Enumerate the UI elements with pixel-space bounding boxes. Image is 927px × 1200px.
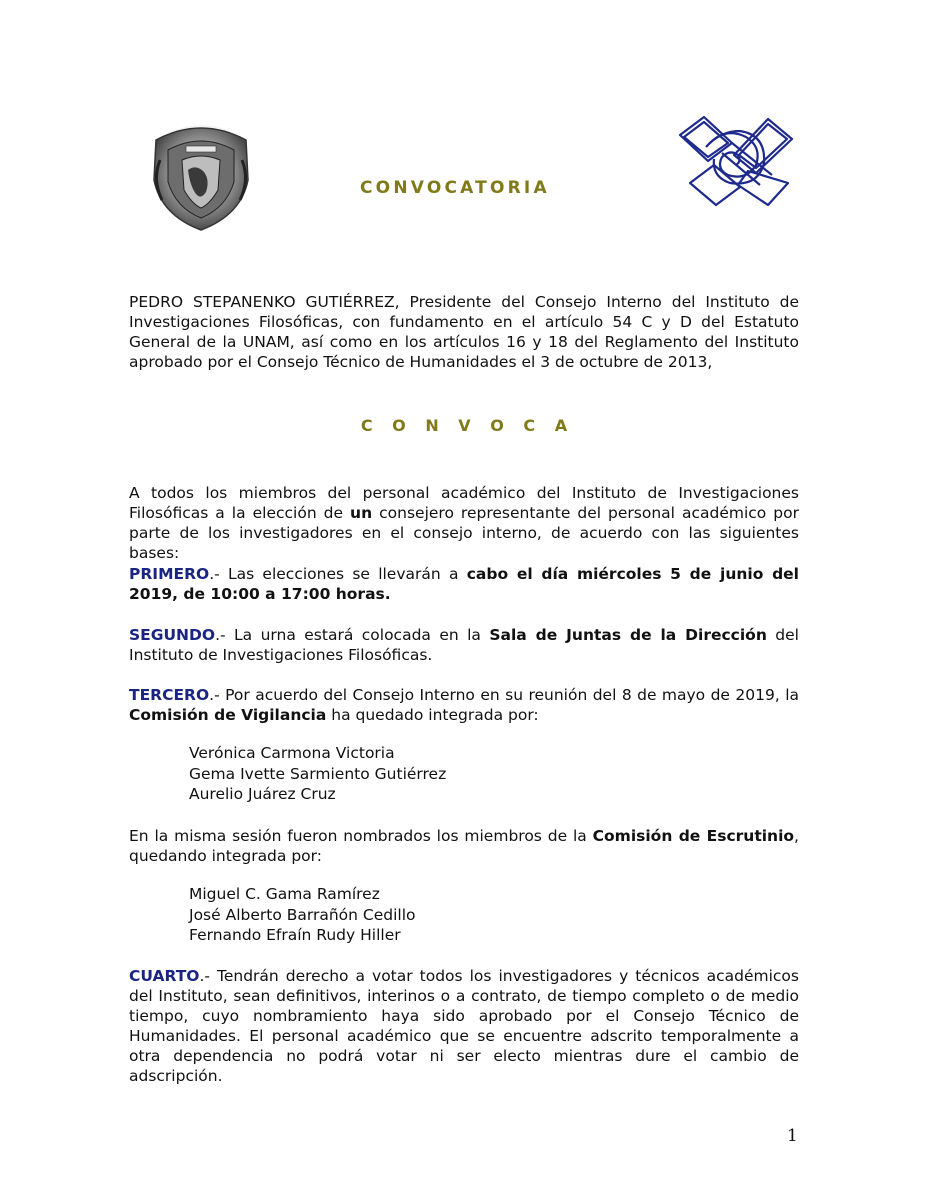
list-item: Verónica Carmona Victoria bbox=[189, 744, 395, 762]
segundo-paragraph bbox=[129, 625, 799, 665]
tercero-bold: Comisión de Vigilancia bbox=[129, 706, 327, 724]
primero-text: Las elecciones se llevarán a bbox=[227, 565, 467, 583]
list-item: Fernando Efraín Rudy Hiller bbox=[189, 926, 401, 944]
call-bold: un bbox=[350, 504, 373, 522]
list-item: Aurelio Juárez Cruz bbox=[189, 785, 336, 803]
unam-seal-icon bbox=[146, 120, 256, 232]
primero-label: PRIMERO bbox=[129, 565, 210, 583]
segundo-text: La urna estará colocada en la bbox=[234, 626, 490, 644]
primero-bold: cabo el día miércoles 5 de junio del 2019, de 10:00 a 17:00 horas. bbox=[129, 565, 799, 603]
escrutinio-text: En la misma sesión fueron nombrados los miembros de la bbox=[129, 827, 593, 845]
segundo-text-after: del Instituto de Investigaciones Filosóficas. bbox=[129, 626, 799, 664]
escrutinio-members bbox=[189, 884, 416, 946]
tercero-label: TERCERO bbox=[129, 686, 210, 704]
page-number: 1 bbox=[787, 1126, 798, 1146]
list-item: Miguel C. Gama Ramírez bbox=[189, 885, 380, 903]
cuarto-label: CUARTO bbox=[129, 967, 200, 985]
cuarto-paragraph bbox=[129, 966, 799, 1086]
tercero-text: Por acuerdo del Consejo Interno en su reunión del 8 de mayo de 2019, la bbox=[225, 686, 799, 704]
primero-sep: .- bbox=[209, 565, 228, 583]
escrutinio-paragraph bbox=[129, 826, 799, 866]
list-item: Gema Ivette Sarmiento Gutiérrez bbox=[189, 764, 447, 783]
intro-text: PEDRO STEPANENKO GUTIÉRREZ, Presidente del Consejo Interno del Instituto de Investigaciones Filosóficas, con fundamento en el artículo 54 C y D del Estatuto General de la UNAM, así como en los artículos 16 y 18 del Reglamento del Instituto aprobado por el Consejo Técnico de Humanidades el 3 de octubre de 2013, bbox=[129, 293, 799, 371]
list-item: José Alberto Barrañón Cedillo bbox=[189, 905, 416, 924]
escrutinio-bold: Comisión de Escrutinio bbox=[592, 827, 795, 845]
escrutinio-text-after: , quedando integrada por: bbox=[129, 827, 799, 865]
call-text: A todos los miembros del personal académico del Instituto de Investigaciones Filosóficas a la elección de bbox=[129, 484, 799, 522]
vigilancia-members bbox=[189, 743, 446, 805]
page-title: CONVOCATORIA bbox=[360, 178, 550, 198]
call-paragraph bbox=[129, 483, 799, 563]
segundo-label: SEGUNDO bbox=[129, 626, 216, 644]
segundo-sep: .- bbox=[215, 626, 235, 644]
tercero-text-after: ha quedado integrada por: bbox=[326, 706, 539, 724]
cuarto-sep: .- bbox=[199, 967, 218, 985]
cuarto-text: Tendrán derecho a votar todos los investigadores y técnicos académicos del Instituto, sean definitivos, interinos o a contrato, de tiempo completo o de medio tiempo, cuyo nombramiento haya sido aprobado por el Consejo Técnico de Humanidades. El personal académico que se encuentre adscrito temporalmente a otra dependencia no podrá votar ni ser electo mientras dure el cambio de adscripción. bbox=[129, 967, 799, 1085]
tercero-sep: .- bbox=[209, 686, 226, 704]
iif-logo-icon bbox=[676, 113, 800, 209]
tercero-paragraph bbox=[129, 685, 799, 725]
primero-paragraph bbox=[129, 564, 799, 604]
call-text-after: consejero representante del personal académico por parte de los investigadores en el consejo interno, de acuerdo con las siguientes bases: bbox=[129, 504, 799, 562]
intro-paragraph bbox=[129, 292, 799, 372]
segundo-bold: Sala de Juntas de la Dirección bbox=[489, 626, 767, 644]
convoca-heading: C O N V O C A bbox=[360, 416, 575, 435]
